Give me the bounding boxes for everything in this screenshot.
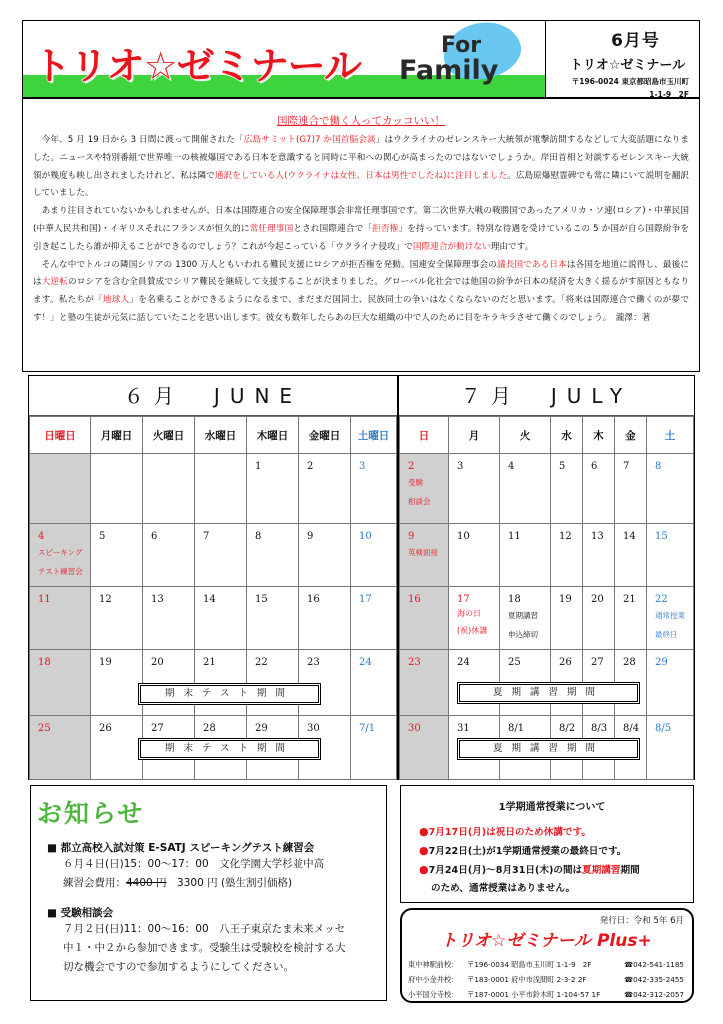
notice-item-1-fee — [63, 874, 376, 893]
day-note: 最終日 — [655, 630, 678, 639]
day-number: 8/1 — [508, 723, 525, 734]
day-number: 8 — [655, 461, 662, 472]
day-number: 6 — [151, 531, 158, 542]
day-number: 12 — [559, 531, 572, 542]
day-number: 21 — [623, 594, 636, 605]
july-weekday-header: 木 — [583, 417, 615, 454]
day-number: 9 — [307, 531, 314, 542]
notice-item-2-heading: ■ 受験相談会 — [47, 907, 114, 919]
bullet-icon: ● — [419, 844, 429, 857]
issue-number: 6月号 — [611, 31, 660, 51]
day-number: 6 — [591, 461, 598, 472]
branch-row — [408, 957, 684, 972]
body-text: とされ国際連合で「 — [293, 223, 373, 234]
july-day-cell — [647, 587, 694, 650]
july-summer-period-2: 夏期講習期間 — [457, 738, 640, 760]
regular-notice-title: 1学期通常授業について — [498, 802, 606, 813]
june-weekday-header: 木曜日 — [247, 417, 299, 454]
june-day-cell — [91, 650, 143, 716]
june-day-cell — [351, 650, 397, 716]
june-day-cell — [299, 587, 351, 650]
july-day-cell — [583, 454, 615, 524]
body-text: 」を名乗ることができるようになるまで、まだまだ国同士、民族同士の争いはなくならないのだと思います。「将来は国際連合で働くのが夢です！」と塾の生徒が元気に話していたことを思い出します。彼女も数年したらあの巨大な組織の中で人のために目をキラキラさせて働くのでしょう。 瀧澤：著 — [33, 295, 689, 323]
day-note: 通常授業 — [655, 611, 685, 620]
notice-item-1-heading: ■ 都立高校入試対策 E-SATJ スピーキングテスト練習会 — [47, 842, 315, 854]
july-day-cell — [615, 454, 647, 524]
july-day-cell — [500, 454, 551, 524]
june-day-cell — [351, 454, 397, 524]
july-day-cell — [583, 587, 615, 650]
july-day-cell — [551, 454, 583, 524]
day-number: 17 — [457, 594, 470, 605]
day-number: 28 — [203, 723, 216, 734]
family-label: Family — [399, 55, 499, 86]
june-day-cell — [195, 454, 247, 524]
header-info — [545, 21, 699, 97]
july-day-cell — [400, 716, 449, 780]
july-day-cell — [615, 587, 647, 650]
regular-line-1: ●7月17日(月)は祝日のため休講です。 — [419, 825, 591, 838]
day-number: 30 — [408, 723, 421, 734]
bullet-icon: ● — [419, 825, 429, 838]
branch-phone: ☎042-541-1185 — [624, 960, 684, 969]
day-note: テスト練習会 — [38, 567, 83, 576]
highlight-text: 常任理事国 — [249, 223, 294, 234]
regular-line-2: ●7月22日(土)が1学期通常授業の最終日です。 — [419, 844, 627, 857]
highlight-text: 大逆転 — [41, 277, 69, 288]
july-weekday-header: 土 — [647, 417, 694, 454]
day-number: 7 — [203, 531, 210, 542]
day-number: 5 — [559, 461, 566, 472]
day-number: 10 — [359, 531, 372, 542]
day-number: 25 — [508, 657, 521, 668]
day-number: 29 — [255, 723, 268, 734]
day-number: 24 — [359, 657, 372, 668]
day-number: 22 — [255, 657, 268, 668]
day-number: 12 — [99, 594, 112, 605]
day-number: 27 — [151, 723, 164, 734]
branch-address: 〒183-0001 府中市浅間町 2-3-2 2F — [467, 975, 587, 984]
day-number: 23 — [307, 657, 320, 668]
june-day-cell — [195, 524, 247, 587]
day-number: 24 — [457, 657, 470, 668]
day-note: 夏期講習 — [508, 611, 538, 620]
day-number: 19 — [559, 594, 572, 605]
notice-item-2-date: ７月２日(日)11：00～16：00 八王子東京たま未来メッセ — [63, 923, 346, 935]
for-label: For — [441, 33, 482, 58]
article-title: 国際連合で働く人ってカッコいい！ — [277, 115, 445, 127]
july-day-cell — [400, 587, 449, 650]
bullet-icon: ● — [419, 863, 429, 876]
body-text: 今年、5 月 19 日から 3 日間に渡って開催された「 — [41, 135, 244, 145]
fee-old-price: 4400 円 — [126, 877, 167, 889]
day-number: 8/4 — [623, 723, 640, 734]
day-number: 2 — [408, 461, 415, 472]
article-paragraph-2 — [33, 203, 689, 256]
branch-name: 府中小金井校： — [408, 975, 459, 984]
day-number: 10 — [457, 531, 470, 542]
july-weekday-header: 火 — [500, 417, 551, 454]
day-number: 18 — [508, 594, 521, 605]
july-day-cell — [400, 650, 449, 716]
july-weekday-header: 月 — [449, 417, 500, 454]
day-number: 4 — [508, 461, 515, 472]
day-number: 31 — [457, 723, 470, 734]
july-day-cell — [647, 716, 694, 780]
issue-date: 発行日：令和 5年 6月 — [599, 916, 684, 926]
june-day-cell — [91, 454, 143, 524]
notice-item-1-date: ６月４日(日)15：00～17：00 文化学園大学杉並中高 — [63, 858, 325, 870]
day-number: 29 — [655, 657, 668, 668]
july-day-cell — [551, 587, 583, 650]
day-number: 13 — [591, 531, 604, 542]
july-day-cell — [647, 524, 694, 587]
june-day-cell — [91, 524, 143, 587]
july-day-cell — [647, 650, 694, 716]
day-note: 申込締切 — [508, 630, 538, 639]
day-note: (祝)休講 — [457, 626, 488, 635]
july-day-cell — [500, 587, 551, 650]
june-weekday-header: 水曜日 — [195, 417, 247, 454]
day-number: 11 — [508, 531, 521, 542]
day-number: 8 — [255, 531, 262, 542]
day-number: 1 — [255, 461, 262, 472]
june-weekday-header: 土曜日 — [351, 417, 397, 454]
day-number: 26 — [99, 723, 112, 734]
june-week-row — [30, 454, 397, 524]
highlight-text: 広島サミット(G7)7 か国首脳会談 — [243, 135, 376, 145]
june-day-cell — [30, 650, 91, 716]
branch-list — [408, 957, 684, 1002]
body-text: は各国を地道に説得し、最後には — [33, 259, 689, 288]
july-weekday-header: 金 — [615, 417, 647, 454]
day-number: 11 — [38, 594, 51, 605]
day-number: 28 — [623, 657, 636, 668]
title-banner — [23, 21, 545, 97]
day-number: 18 — [38, 657, 51, 668]
page-header — [22, 20, 700, 98]
june-calendar-title: ６月 JUNE — [29, 376, 397, 416]
june-day-cell — [30, 716, 91, 780]
day-number: 2 — [307, 461, 314, 472]
july-summer-period-1: 夏期講習期間 — [457, 682, 640, 704]
school-name: トリオ☆ゼミナール — [569, 58, 686, 73]
branch-address: 〒196-0034 昭島市玉川町 1-1-9 2F — [467, 960, 592, 969]
july-day-cell — [449, 524, 500, 587]
june-day-cell — [143, 524, 195, 587]
june-weekday-header: 金曜日 — [299, 417, 351, 454]
june-day-cell — [247, 454, 299, 524]
june-day-cell — [30, 454, 91, 524]
banner-title: トリオ☆ゼミナール — [33, 44, 361, 88]
day-number: 14 — [623, 531, 636, 542]
june-day-cell — [351, 524, 397, 587]
day-number: 27 — [591, 657, 604, 668]
june-day-cell — [195, 587, 247, 650]
day-number: 26 — [559, 657, 572, 668]
highlight-text: 通訳をしている人(ウクライナは女性、日本は男性でしたね)に注目しました — [214, 170, 508, 181]
day-number: 20 — [591, 594, 604, 605]
highlight-text: 国際連合が動けない — [412, 241, 491, 252]
day-number: 14 — [203, 594, 216, 605]
body-text: 」はウクライナのゼレンスキー大統領が電撃訪問するなどして大変話題になりました。ニュースや特別番組で世界唯一の核被爆国である日本を意識すると同時に平和への関心が高まったのではないでしょうか。岸田首相と対談するゼレンスキー大統領が幾度も映し出されましたけれど、私は隣で — [33, 135, 690, 181]
body-text: あまり注目されていないかもしれませんが、日本は国際連合の安全保障理事会非常任理事国です。第二次世界大戦の戦勝国であったアメリカ・ソ連(ロシア)・中華民国(中華人民共和国)・イギリスそれにフランスが恒久的に — [33, 206, 689, 234]
day-number: 8/2 — [559, 723, 576, 734]
july-calendar-grid — [399, 416, 694, 780]
day-number: 7 — [623, 461, 630, 472]
branch-name: 小平国分寺校： — [408, 990, 459, 999]
july-weekday-header: 日 — [400, 417, 449, 454]
day-number: 3 — [359, 461, 366, 472]
notice-title: お知らせ — [37, 799, 145, 828]
regular-line-3: ●7月24日(月)～8月31日(木)の間は夏期講習期間 — [419, 863, 640, 876]
body-text: 理由です。 — [490, 241, 534, 252]
regular-class-notice — [400, 785, 694, 903]
branch-address: 〒187-0001 小平市鈴木町 1-104-57 1F — [467, 990, 601, 999]
fee-label: 練習会費用： — [63, 877, 126, 889]
branch-phone: ☎042-335-2455 — [624, 975, 684, 984]
day-note: 相談会 — [408, 497, 431, 506]
june-day-cell — [91, 716, 143, 780]
june-calendar-grid — [29, 416, 397, 780]
day-number: 8/5 — [655, 723, 672, 734]
day-number: 19 — [99, 657, 112, 668]
body-text: のロシアを含む全員賛成でシリア難民を継続して支援することが決まりました。グローバル化社会では他国の紛争が日本の経済を大きく揺るがす原因ともなります。私たちが「 — [33, 277, 689, 306]
day-note: 受験 — [408, 478, 423, 487]
branch-name: 東中神駅前校： — [408, 960, 459, 969]
notice-item-2-desc-1: 中１・中２から参加できます。受験生は受験校を検討する大 — [63, 942, 346, 954]
notice-item-2-desc-2: 切な機会ですので参加するようにしてください。 — [63, 961, 294, 973]
notice-box — [30, 785, 387, 1001]
june-day-cell — [299, 454, 351, 524]
june-weekday-header: 月曜日 — [91, 417, 143, 454]
article-paragraph-3 — [33, 257, 689, 328]
june-day-cell — [30, 524, 91, 587]
day-number: 17 — [359, 594, 372, 605]
july-calendar-title: ７月 JULY — [399, 376, 694, 416]
regular-line-4: のため、通常授業はありません。 — [431, 883, 576, 894]
school-address-line2: 1-1-9 2F — [649, 90, 689, 99]
day-number: 25 — [38, 723, 51, 734]
day-number: 9 — [408, 531, 415, 542]
june-weekday-header: 日曜日 — [30, 417, 91, 454]
body-text: 」を持っています。特別な待遇を受けているこの 5 か国が自ら国際紛争を引き起こしたら誰が抑えることができるのでしょう？これが今起こっている「ウクライナ侵攻」で — [33, 223, 689, 252]
july-day-cell — [583, 524, 615, 587]
day-number: 16 — [307, 594, 320, 605]
june-day-cell — [351, 587, 397, 650]
july-weekday-header: 水 — [551, 417, 583, 454]
branch-phone: ☎042-312-2057 — [624, 990, 684, 999]
day-number: 21 — [203, 657, 216, 668]
day-number: 23 — [408, 657, 421, 668]
june-exam-period-1: 期末テスト期間 — [138, 683, 321, 705]
day-number: 30 — [307, 723, 320, 734]
july-day-cell — [615, 524, 647, 587]
july-calendar — [398, 375, 695, 780]
june-day-cell — [247, 587, 299, 650]
highlight-text: 議長国である日本 — [497, 259, 567, 270]
june-calendar — [28, 375, 398, 780]
day-number: 5 — [99, 531, 106, 542]
june-exam-period-2: 期末テスト期間 — [138, 738, 321, 760]
fee-new-price: 3300 円 (塾生割引価格) — [166, 877, 293, 889]
july-week-row — [400, 587, 694, 650]
day-number: 16 — [408, 594, 421, 605]
day-number: 3 — [457, 461, 464, 472]
july-day-cell — [551, 524, 583, 587]
june-day-cell — [91, 587, 143, 650]
day-note: スピーキング — [38, 548, 83, 557]
day-number: 15 — [255, 594, 268, 605]
june-week-row — [30, 587, 397, 650]
july-day-cell — [500, 524, 551, 587]
june-day-cell — [30, 587, 91, 650]
day-number: 13 — [151, 594, 164, 605]
school-address: 〒196-0024 東京都昭島市玉川町 — [571, 77, 689, 86]
june-weekday-header: 火曜日 — [143, 417, 195, 454]
june-day-cell — [299, 524, 351, 587]
day-number: 20 — [151, 657, 164, 668]
highlight-text: 地球人 — [102, 295, 130, 306]
branch-row — [408, 972, 684, 987]
june-day-cell — [143, 587, 195, 650]
june-day-cell — [247, 524, 299, 587]
day-number: 4 — [38, 531, 45, 542]
june-day-cell — [143, 454, 195, 524]
article-paragraph-1 — [33, 132, 689, 203]
july-week-row — [400, 454, 694, 524]
contact-logo: トリオ☆ゼミナール Plus+ — [440, 931, 652, 951]
day-note: 海の日 — [457, 609, 481, 618]
day-number: 7/1 — [359, 723, 376, 734]
day-note: 英検面接 — [408, 548, 438, 557]
contact-box — [400, 908, 694, 1003]
branch-row — [408, 987, 684, 1002]
article — [22, 98, 700, 372]
highlight-text: 拒否権 — [372, 223, 399, 234]
body-text: そんな中でトルコの隣国シリアの 1300 万人ともいわれる難民支援にロシアが拒否権を発動。国連安全保障理事会の — [41, 259, 498, 270]
june-week-row — [30, 524, 397, 587]
body-text: 。広島原爆慰霊碑でも常に隣にいて説明を翻訳していました。 — [33, 170, 689, 199]
july-day-cell — [400, 524, 449, 587]
july-day-cell — [449, 454, 500, 524]
july-day-cell — [449, 587, 500, 650]
july-day-cell — [400, 454, 449, 524]
day-number: 15 — [655, 531, 668, 542]
july-week-row — [400, 524, 694, 587]
day-number: 8/3 — [591, 723, 608, 734]
june-day-cell — [351, 716, 397, 780]
july-day-cell — [647, 454, 694, 524]
day-number: 22 — [655, 594, 668, 605]
